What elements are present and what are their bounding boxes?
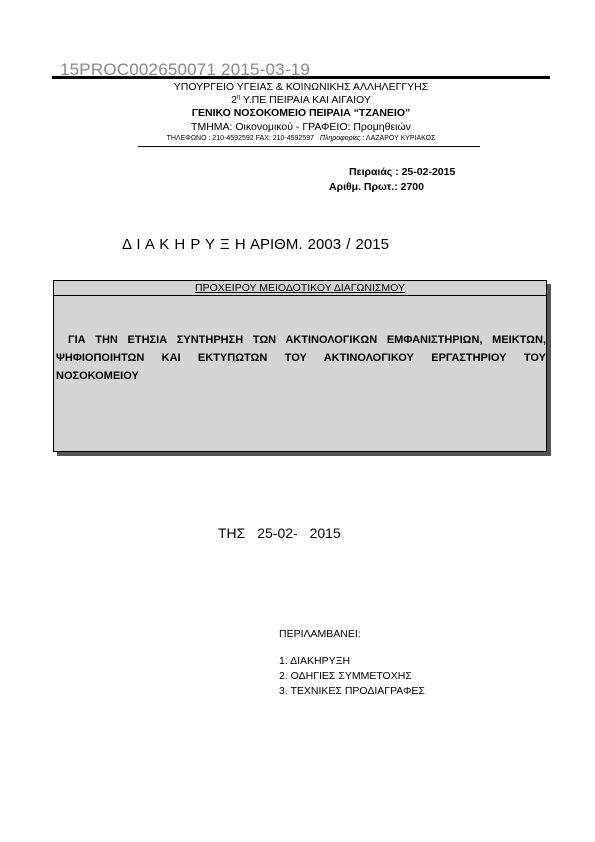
health-region-ordinal: η — [236, 94, 241, 101]
contents-list — [279, 654, 425, 699]
header-rule — [52, 76, 550, 79]
hospital-name: ΓΕΝΙΚΟ ΝΟΣΟΚΟΜΕΙΟ ΠΕΙΡΑΙΑ “ΤΖΑΝΕΙΟ” — [191, 107, 411, 119]
place-date: Πειραιάς : 25-02-2015 — [349, 166, 456, 178]
list-item: 2. ΟΔΗΓΙΕΣ ΣΥΜΜΕΤΟΧΗΣ — [279, 670, 412, 682]
health-region-number: 2 — [231, 94, 237, 106]
box-divider — [54, 295, 546, 296]
header-underline — [138, 146, 480, 147]
tender-subject-box — [53, 280, 547, 452]
contact-line — [52, 135, 550, 142]
ministry-name: ΥΠΟΥΡΓΕΙΟ ΥΓΕΙΑΣ & ΚΟΙΝΩΝΙΚΗΣ ΑΛΛΗΛΕΓΓΥΗΣ — [173, 81, 429, 93]
protocol-number: Αριθμ. Πρωτ.: 2700 — [329, 181, 424, 193]
department-line: ΤΜΗΜΑ: Οικονομικού - ΓΡΑΦΕΙΟ: Προμηθειών — [191, 121, 411, 133]
list-item: 3. ΤΕΧΝΙΚΕΣ ΠΡΟΔΙΑΓΡΑΦΕΣ — [279, 685, 425, 697]
document-date: ΤΗΣ 25-02- 2015 — [218, 525, 341, 541]
tender-type-heading: ΠΡΟΧΕΙΡΟΥ ΜΕΙΟΔΟΤΙΚΟΥ ΔΙΑΓΩΝΙΣΜΟΥ — [195, 282, 405, 294]
document-id-stamp: 15PROC002650071 2015-03-19 — [60, 60, 310, 79]
list-item: 1. ΔΙΑΚΗΡΥΞΗ — [279, 655, 351, 667]
includes-label: ΠΕΡΙΛΑΜΒΑΝΕΙ: — [279, 628, 361, 640]
info-value: : ΛΑΖΑΡΟΥ ΚΥΡΙΑΚΟΣ — [360, 135, 436, 142]
health-region — [52, 94, 550, 106]
document-title: Δ Ι Α Κ Η Ρ Υ Ξ Η ΑΡΙΘΜ. 2003 / 2015 — [122, 236, 389, 253]
tender-subject-text: ΓΙΑ ΤΗΝ ΕΤΗΣΙΑ ΣΥΝΤΗΡΗΣΗ ΤΩΝ ΑΚΤΙΝΟΛΟΓΙΚΩΝ ΕΜΦΑΝΙΣΤΗΡΙΩΝ, ΜΕΙΚΤΩΝ, ΨΗΦΙΟΠΟΙΗΤΩΝ ΚΑΙ ΕΚΤΥΠΩΤΩΝ ΤΟΥ ΑΚΤΙΝΟΛΟΓΙΚΟΥ ΕΡΓΑΣΤΗΡΙΟΥ ΤΟΥ ΝΟΣΟΚΟΜΕΙΟΥ — [56, 334, 546, 382]
health-region-name: Υ.ΠΕ ΠΕΙΡΑΙΑ ΚΑΙ ΑΙΓΑΙΟΥ — [240, 94, 371, 106]
info-label: Πληροφορίες — [319, 135, 361, 142]
phone-fax: ΤΗΛΕΦΩΝΟ : 210-4592592 FAX: 210-4592597 — [166, 135, 314, 142]
